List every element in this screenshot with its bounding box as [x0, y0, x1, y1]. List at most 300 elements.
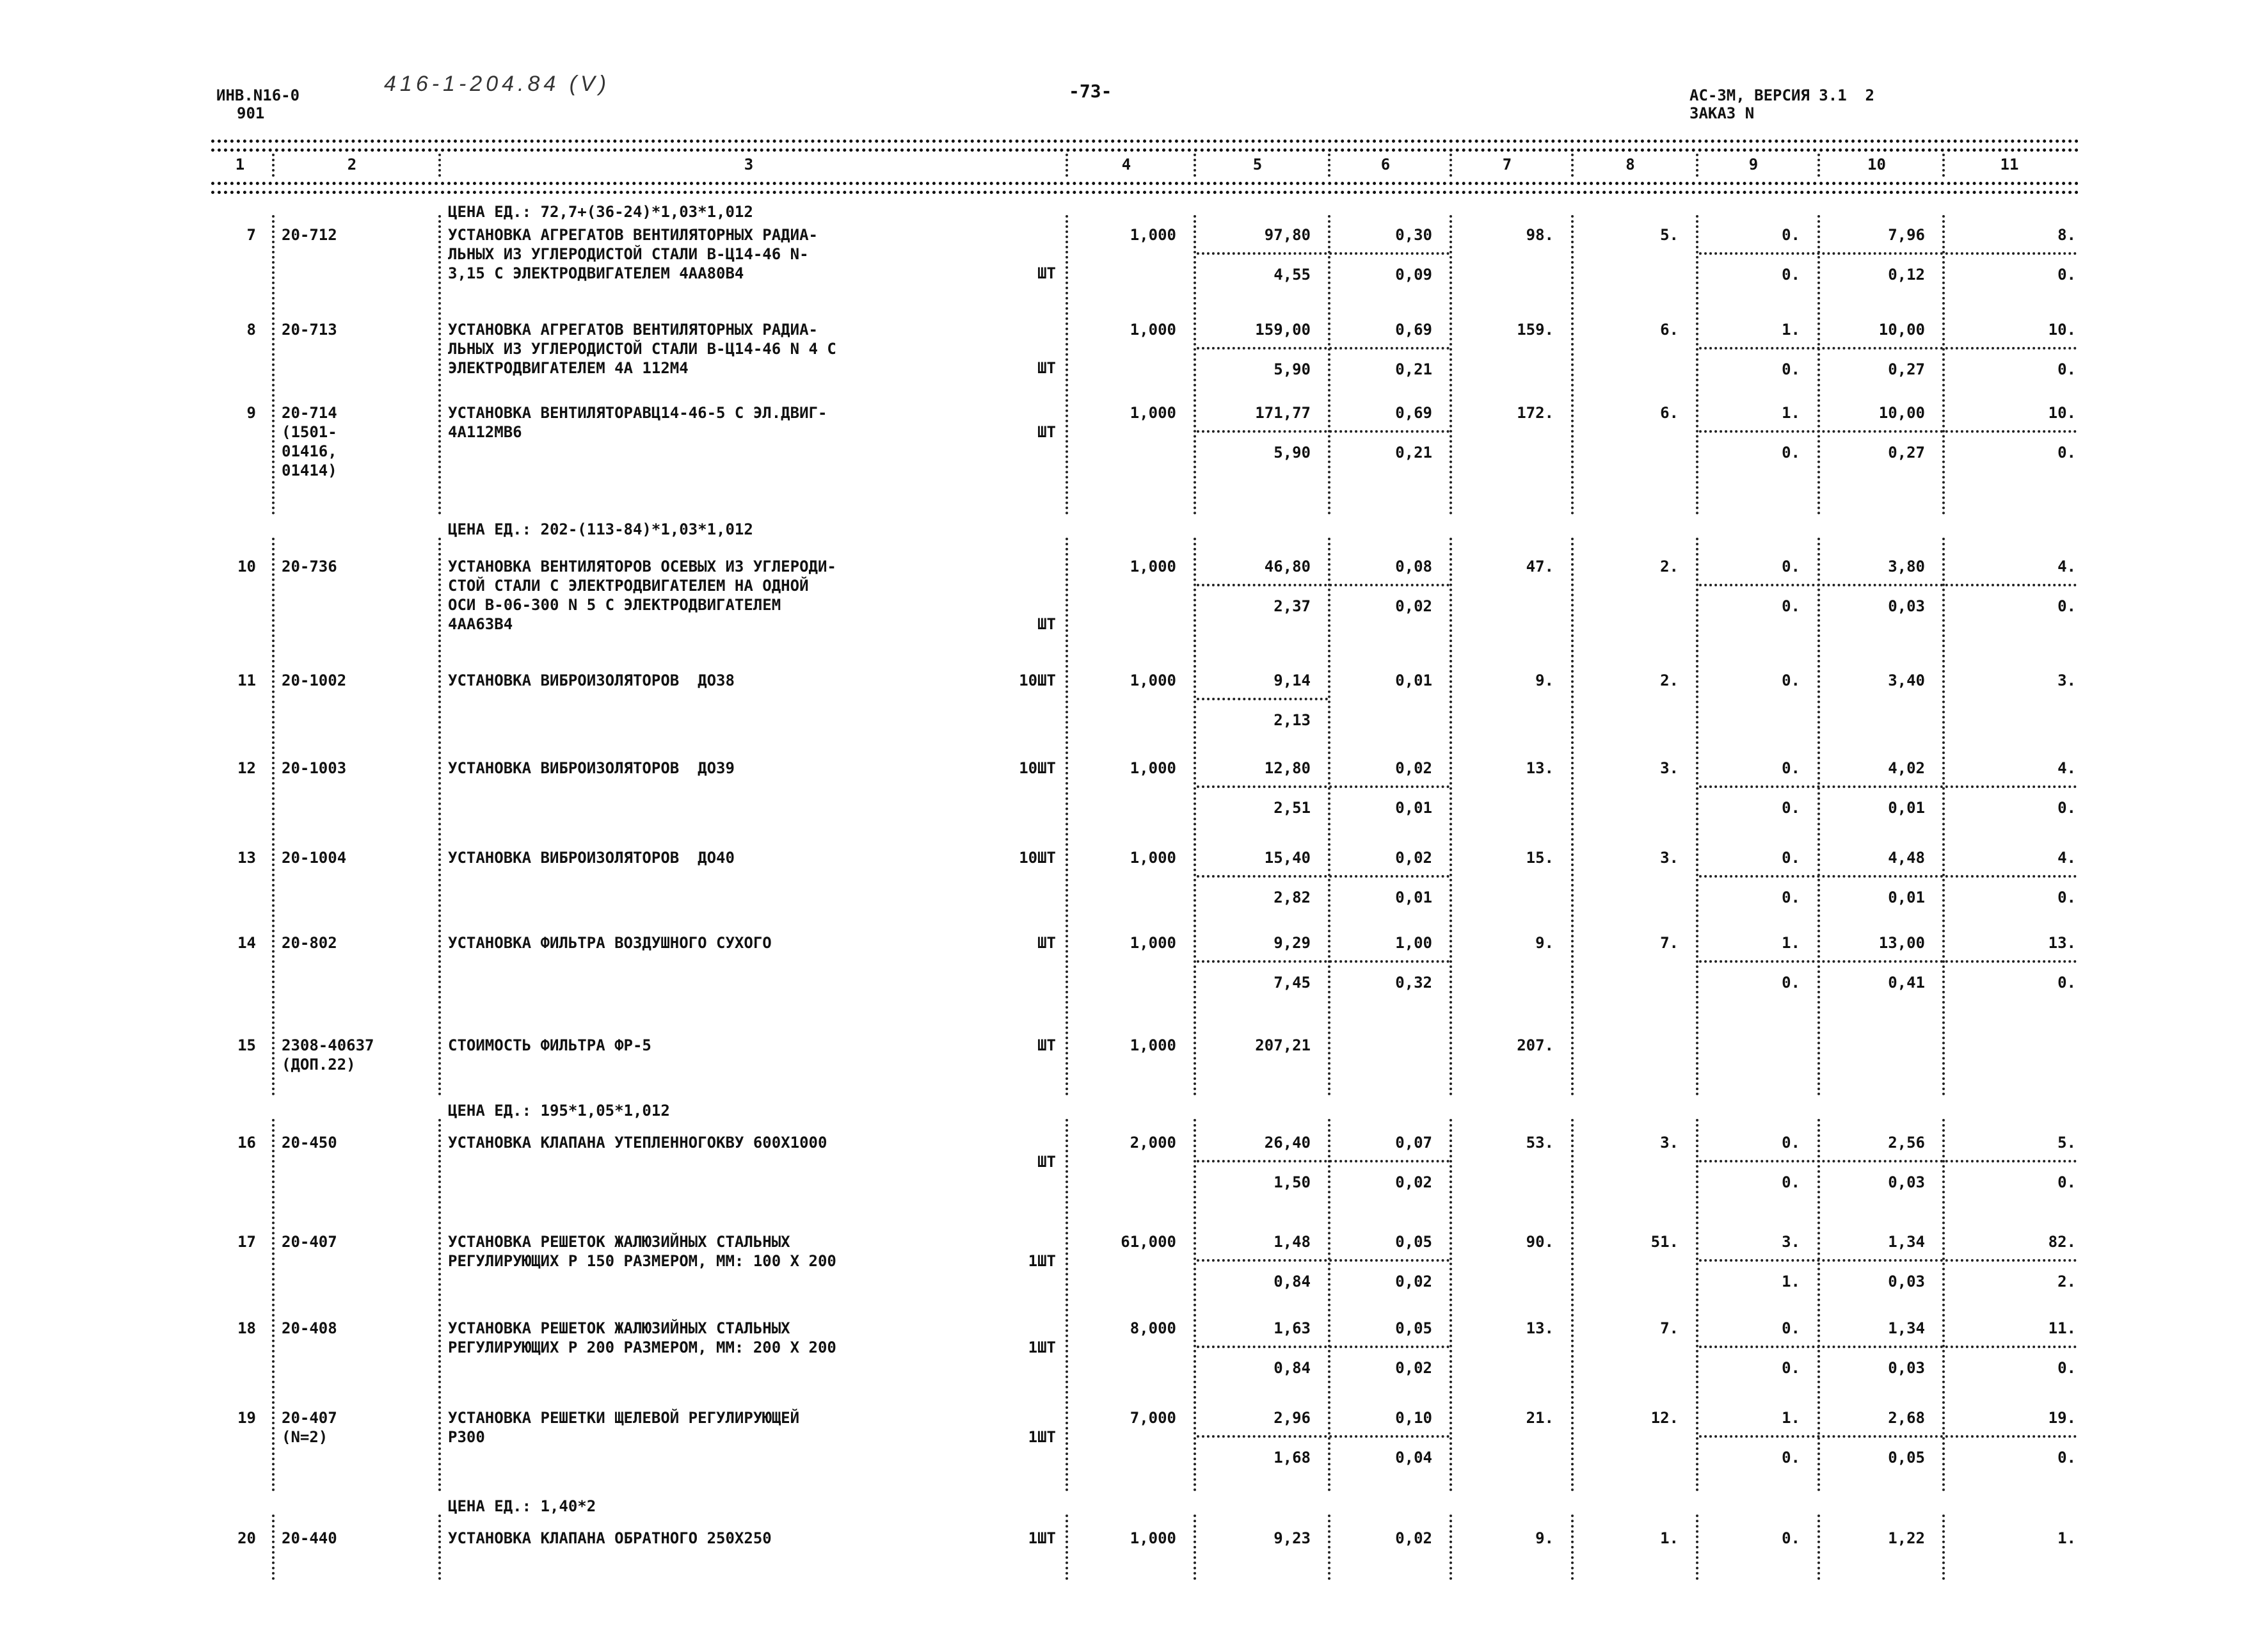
order-label: ЗАКАЗ N	[1689, 104, 1755, 122]
machine-cost-cell: 0,10	[1395, 1409, 1432, 1427]
labor-unit-cell: 4,02	[1888, 759, 1925, 777]
column-header-separator	[1449, 154, 1452, 177]
labor-machine-cell: 0,05	[1888, 1449, 1925, 1467]
labor-total-cell: 19.	[2048, 1409, 2076, 1427]
total-cost-cell: 13.	[1526, 759, 1554, 777]
labor-total-cell: 3.	[2057, 671, 2076, 689]
col9-lower-cell: 0.	[1782, 266, 1800, 284]
column-header-separator	[1328, 154, 1330, 177]
value-split-line	[1699, 1259, 2077, 1262]
column-separator	[272, 1515, 275, 1580]
row-unit: ШТ	[1037, 1036, 1056, 1054]
total-wage-cell: 2.	[1660, 671, 1679, 689]
labor-total-lower-cell: 2.	[2057, 1273, 2076, 1290]
total-wage-cell: 2.	[1660, 558, 1679, 575]
machine-wage-cell: 0,02	[1395, 1173, 1432, 1191]
machine-wage-cell: 0,02	[1395, 1359, 1432, 1377]
total-wage-cell: 3.	[1660, 849, 1679, 867]
machine-cost-cell: 1,00	[1395, 934, 1432, 952]
row-code: 20-736	[282, 558, 337, 575]
price-note: ЦЕНА ЕД.: 202-(113-84)*1,03*1,012	[448, 520, 753, 538]
row-number: 19	[237, 1409, 256, 1427]
labor-unit-cell: 13,00	[1878, 934, 1925, 952]
total-wage-cell: 7.	[1660, 934, 1679, 952]
row-description: УСТАНОВКА КЛАПАНА ОБРАТНОГО 250Х250	[448, 1529, 772, 1547]
column-separator	[272, 1119, 275, 1491]
unit-price-cell: 9,29	[1274, 934, 1311, 952]
col9-lower-cell: 0.	[1782, 1359, 1800, 1377]
unit-wage-cell: 5,90	[1274, 444, 1311, 462]
row-code: 20-407	[282, 1233, 337, 1251]
labor-total-cell: 4.	[2057, 849, 2076, 867]
labor-total-lower-cell: 0.	[2057, 1359, 2076, 1377]
unit-wage-cell: 2,37	[1274, 597, 1311, 615]
row-code: 01416,	[282, 442, 337, 460]
quantity-cell: 1,000	[1130, 1529, 1176, 1547]
col9-upper-cell: 1.	[1782, 404, 1800, 422]
machine-cost-cell: 0,02	[1395, 849, 1432, 867]
value-split-line	[1197, 698, 1328, 700]
row-description: ОСИ В-06-300 N 5 С ЭЛЕКТРОДВИГАТЕЛЕМ	[448, 596, 781, 614]
row-number: 15	[237, 1036, 256, 1054]
col9-lower-cell: 0.	[1782, 597, 1800, 615]
labor-machine-cell: 0,03	[1888, 1273, 1925, 1290]
machine-cost-cell: 0,02	[1395, 759, 1432, 777]
labor-unit-cell: 2,68	[1888, 1409, 1925, 1427]
row-code: 20-714	[282, 404, 337, 422]
column-header-9: 9	[1748, 156, 1759, 173]
total-cost-cell: 159.	[1517, 321, 1554, 339]
row-description: ЛЬНЫХ ИЗ УГЛЕРОДИСТОЙ СТАЛИ В-Ц14-46 N-	[448, 245, 809, 263]
unit-wage-cell: 0,84	[1274, 1359, 1311, 1377]
labor-total-lower-cell: 0.	[2057, 597, 2076, 615]
quantity-cell: 1,000	[1130, 321, 1176, 339]
labor-unit-cell: 10,00	[1878, 321, 1925, 339]
row-number: 14	[237, 934, 256, 952]
quantity-cell: 1,000	[1130, 1036, 1176, 1054]
row-code: 20-1004	[282, 849, 347, 867]
column-header-1: 1	[235, 156, 245, 173]
header-top-rule-2	[211, 149, 2080, 152]
quantity-cell: 1,000	[1130, 849, 1176, 867]
labor-unit-cell: 3,40	[1888, 671, 1925, 689]
column-header-6: 6	[1380, 156, 1391, 173]
value-split-line	[1699, 252, 2077, 255]
labor-total-cell: 4.	[2057, 558, 2076, 575]
machine-cost-cell: 0,07	[1395, 1134, 1432, 1152]
value-split-line	[1699, 875, 2077, 878]
column-separator	[1066, 215, 1068, 515]
row-unit: ШТ	[1037, 615, 1056, 633]
labor-total-lower-cell: 0.	[2057, 974, 2076, 992]
machine-wage-cell: 0,01	[1395, 799, 1432, 817]
unit-price-cell: 9,14	[1274, 671, 1311, 689]
labor-machine-cell: 0,12	[1888, 266, 1925, 284]
row-number: 17	[237, 1233, 256, 1251]
machine-cost-cell: 0,08	[1395, 558, 1432, 575]
quantity-cell: 1,000	[1130, 759, 1176, 777]
row-description: УСТАНОВКА РЕШЕТКИ ЩЕЛЕВОЙ РЕГУЛИРУЮЩЕЙ	[448, 1409, 800, 1427]
version-label: АС-3М, ВЕРСИЯ 3.1 2	[1689, 86, 1874, 104]
labor-total-lower-cell: 0.	[2057, 799, 2076, 817]
col9-lower-cell: 0.	[1782, 444, 1800, 462]
machine-wage-cell: 0,04	[1395, 1449, 1432, 1467]
labor-machine-cell: 0,03	[1888, 1173, 1925, 1191]
col9-lower-cell: 0.	[1782, 799, 1800, 817]
labor-machine-cell: 0,27	[1888, 444, 1925, 462]
labor-total-lower-cell: 0.	[2057, 360, 2076, 378]
column-separator	[1066, 1119, 1068, 1491]
column-header-5: 5	[1252, 156, 1263, 173]
machine-wage-cell: 0,01	[1395, 888, 1432, 906]
column-separator	[1571, 1119, 1574, 1491]
col9-lower-cell: 0.	[1782, 1449, 1800, 1467]
row-code: 20-802	[282, 934, 337, 952]
total-cost-cell: 21.	[1526, 1409, 1554, 1427]
total-cost-cell: 13.	[1526, 1319, 1554, 1337]
labor-total-cell: 5.	[2057, 1134, 2076, 1152]
row-description: 4АА63В4	[448, 615, 513, 633]
row-number: 20	[237, 1529, 256, 1547]
labor-unit-cell: 4,48	[1888, 849, 1925, 867]
labor-total-lower-cell: 0.	[2057, 888, 2076, 906]
labor-total-cell: 13.	[2048, 934, 2076, 952]
unit-wage-cell: 1,68	[1274, 1449, 1311, 1467]
labor-unit-cell: 7,96	[1888, 226, 1925, 244]
column-separator	[1571, 215, 1574, 515]
labor-unit-cell: 1,22	[1888, 1529, 1925, 1547]
row-description: 4А112МВ6	[448, 423, 522, 441]
unit-wage-cell: 2,51	[1274, 799, 1311, 817]
column-header-7: 7	[1502, 156, 1512, 173]
labor-unit-cell: 1,34	[1888, 1233, 1925, 1251]
labor-unit-cell: 10,00	[1878, 404, 1925, 422]
quantity-cell: 1,000	[1130, 671, 1176, 689]
column-header-2: 2	[347, 156, 357, 173]
row-unit: 1ШТ	[1028, 1339, 1056, 1356]
value-split-line	[1699, 1160, 2077, 1162]
total-cost-cell: 15.	[1526, 849, 1554, 867]
header-bottom-rule-2	[211, 191, 2080, 194]
header-bottom-rule	[211, 182, 2080, 185]
row-unit: 1ШТ	[1028, 1428, 1056, 1446]
row-description: УСТАНОВКА ВЕНТИЛЯТОРОВ ОСЕВЫХ ИЗ УГЛЕРОДИ-	[448, 558, 836, 575]
row-description: УСТАНОВКА РЕШЕТОК ЖАЛЮЗИЙНЫХ СТАЛЬНЫХ	[448, 1319, 790, 1337]
value-split-line	[1197, 875, 1449, 878]
row-code: 20-712	[282, 226, 337, 244]
row-code: 20-1003	[282, 759, 347, 777]
row-description: СТОИМОСТЬ ФИЛЬТРА ФР-5	[448, 1036, 651, 1054]
total-cost-cell: 207.	[1517, 1036, 1554, 1054]
machine-wage-cell: 0,02	[1395, 1273, 1432, 1290]
labor-total-cell: 10.	[2048, 404, 2076, 422]
row-code: 20-1002	[282, 671, 347, 689]
row-description: Р300	[448, 1428, 485, 1446]
column-header-separator	[1696, 154, 1698, 177]
unit-price-cell: 1,63	[1274, 1319, 1311, 1337]
column-separator	[1449, 215, 1452, 515]
row-description: ЛЬНЫХ ИЗ УГЛЕРОДИСТОЙ СТАЛИ В-Ц14-46 N 4 С	[448, 340, 836, 358]
labor-machine-cell: 0,01	[1888, 799, 1925, 817]
row-description: УСТАНОВКА ВИБРОИЗОЛЯТОРОВ ДО39	[448, 759, 735, 777]
labor-machine-cell: 0,41	[1888, 974, 1925, 992]
column-header-10: 10	[1867, 156, 1886, 173]
col9-lower-cell: 0.	[1782, 1173, 1800, 1191]
unit-wage-cell: 7,45	[1274, 974, 1311, 992]
row-number: 18	[237, 1319, 256, 1337]
value-split-line	[1699, 785, 2077, 788]
row-code: (1501-	[282, 423, 337, 441]
labor-total-lower-cell: 0.	[2057, 444, 2076, 462]
row-description: СТОЙ СТАЛИ С ЭЛЕКТРОДВИГАТЕЛЕМ НА ОДНОЙ	[448, 577, 809, 595]
column-separator	[438, 1119, 441, 1491]
column-separator	[1571, 538, 1574, 1096]
column-header-separator	[1571, 154, 1574, 177]
quantity-cell: 8,000	[1130, 1319, 1176, 1337]
total-cost-cell: 53.	[1526, 1134, 1554, 1152]
column-separator	[272, 538, 275, 1096]
row-description: УСТАНОВКА ВИБРОИЗОЛЯТОРОВ ДО40	[448, 849, 735, 867]
unit-price-cell: 207,21	[1255, 1036, 1311, 1054]
column-header-separator	[1194, 154, 1196, 177]
row-number: 7	[246, 226, 256, 244]
unit-price-cell: 46,80	[1264, 558, 1311, 575]
row-number: 8	[246, 321, 256, 339]
column-separator	[1449, 538, 1452, 1096]
value-split-line	[1699, 584, 2077, 586]
total-cost-cell: 9.	[1535, 671, 1554, 689]
machine-cost-cell: 0,69	[1395, 321, 1432, 339]
row-description: УСТАНОВКА ВЕНТИЛЯТОРАВЦ14-46-5 С ЭЛ.ДВИГ-	[448, 404, 827, 422]
price-note: ЦЕНА ЕД.: 1,40*2	[448, 1497, 596, 1515]
labor-unit-cell: 2,56	[1888, 1134, 1925, 1152]
value-split-line	[1197, 347, 1449, 350]
page-number: -73-	[1069, 81, 1112, 102]
value-split-line	[1197, 785, 1449, 788]
row-number: 9	[246, 404, 256, 422]
column-separator	[438, 1515, 441, 1580]
row-unit: ШТ	[1037, 264, 1056, 282]
total-cost-cell: 9.	[1535, 1529, 1554, 1547]
value-split-line	[1197, 960, 1449, 963]
column-header-separator	[272, 154, 275, 177]
row-unit: 1ШТ	[1028, 1529, 1056, 1547]
row-code: 20-440	[282, 1529, 337, 1547]
col9-upper-cell: 0.	[1782, 1134, 1800, 1152]
total-wage-cell: 51.	[1650, 1233, 1679, 1251]
total-wage-cell: 6.	[1660, 321, 1679, 339]
total-wage-cell: 5.	[1660, 226, 1679, 244]
price-note: ЦЕНА ЕД.: 72,7+(36-24)*1,03*1,012	[448, 203, 753, 221]
machine-cost-cell: 0,01	[1395, 671, 1432, 689]
row-unit: 10ШТ	[1019, 759, 1056, 777]
row-unit: ШТ	[1037, 423, 1056, 441]
machine-cost-cell: 0,05	[1395, 1233, 1432, 1251]
machine-wage-cell: 0,21	[1395, 360, 1432, 378]
row-unit: 10ШТ	[1019, 671, 1056, 689]
value-split-line	[1197, 1259, 1449, 1262]
row-description: 3,15 С ЭЛЕКТРОДВИГАТЕЛЕМ 4АА80В4	[448, 264, 744, 282]
row-number: 12	[237, 759, 256, 777]
quantity-cell: 7,000	[1130, 1409, 1176, 1427]
labor-total-cell: 11.	[2048, 1319, 2076, 1337]
col9-upper-cell: 0.	[1782, 671, 1800, 689]
col9-upper-cell: 0.	[1782, 849, 1800, 867]
column-separator	[1449, 1119, 1452, 1491]
column-header-11: 11	[2000, 156, 2019, 173]
value-split-line	[1197, 252, 1449, 255]
labor-unit-cell: 3,80	[1888, 558, 1925, 575]
column-header-separator	[1942, 154, 1945, 177]
machine-wage-cell: 0,02	[1395, 597, 1432, 615]
labor-machine-cell: 0,01	[1888, 888, 1925, 906]
machine-wage-cell: 0,32	[1395, 974, 1432, 992]
unit-price-cell: 2,96	[1274, 1409, 1311, 1427]
row-code: 01414)	[282, 462, 337, 479]
row-description: УСТАНОВКА АГРЕГАТОВ ВЕНТИЛЯТОРНЫХ РАДИА-	[448, 226, 818, 244]
row-unit: ШТ	[1037, 359, 1056, 377]
column-separator	[438, 215, 441, 515]
machine-cost-cell: 0,02	[1395, 1529, 1432, 1547]
unit-price-cell: 171,77	[1255, 404, 1311, 422]
col9-upper-cell: 1.	[1782, 934, 1800, 952]
row-description: ЭЛЕКТРОДВИГАТЕЛЕМ 4А 112М4	[448, 359, 689, 377]
unit-wage-cell: 1,50	[1274, 1173, 1311, 1191]
unit-price-cell: 26,40	[1264, 1134, 1311, 1152]
col9-upper-cell: 0.	[1782, 1319, 1800, 1337]
quantity-cell: 1,000	[1130, 934, 1176, 952]
labor-total-lower-cell: 0.	[2057, 1449, 2076, 1467]
row-number: 10	[237, 558, 256, 575]
value-split-line	[1699, 347, 2077, 350]
row-number: 11	[237, 671, 256, 689]
column-header-separator	[438, 154, 441, 177]
total-wage-cell: 12.	[1650, 1409, 1679, 1427]
unit-wage-cell: 4,55	[1274, 266, 1311, 284]
col9-upper-cell: 0.	[1782, 558, 1800, 575]
quantity-cell: 61,000	[1121, 1233, 1176, 1251]
column-separator	[272, 215, 275, 515]
row-code: 20-713	[282, 321, 337, 339]
machine-wage-cell: 0,21	[1395, 444, 1432, 462]
row-description: УСТАНОВКА ФИЛЬТРА ВОЗДУШНОГО СУХОГО	[448, 934, 772, 952]
labor-unit-cell: 1,34	[1888, 1319, 1925, 1337]
labor-total-cell: 10.	[2048, 321, 2076, 339]
row-unit: 10ШТ	[1019, 849, 1056, 867]
row-code: 20-407	[282, 1409, 337, 1427]
column-separator	[438, 538, 441, 1096]
labor-machine-cell: 0,27	[1888, 360, 1925, 378]
machine-wage-cell: 0,09	[1395, 266, 1432, 284]
machine-cost-cell: 0,05	[1395, 1319, 1432, 1337]
column-header-4: 4	[1121, 156, 1131, 173]
quantity-cell: 1,000	[1130, 226, 1176, 244]
labor-machine-cell: 0,03	[1888, 597, 1925, 615]
value-split-line	[1699, 1435, 2077, 1438]
total-wage-cell: 3.	[1660, 1134, 1679, 1152]
row-unit: ШТ	[1037, 1153, 1056, 1171]
column-header-separator	[1066, 154, 1068, 177]
total-cost-cell: 47.	[1526, 558, 1554, 575]
price-note: ЦЕНА ЕД.: 195*1,05*1,012	[448, 1102, 670, 1120]
labor-total-cell: 1.	[2057, 1529, 2076, 1547]
row-number: 16	[237, 1134, 256, 1152]
total-cost-cell: 98.	[1526, 226, 1554, 244]
value-split-line	[1197, 1160, 1449, 1162]
inventory-sub: 901	[237, 104, 265, 122]
row-unit: 1ШТ	[1028, 1252, 1056, 1270]
row-code: (N=2)	[282, 1428, 328, 1446]
unit-price-cell: 9,23	[1274, 1529, 1311, 1547]
row-unit: ШТ	[1037, 934, 1056, 952]
unit-wage-cell: 5,90	[1274, 360, 1311, 378]
value-split-line	[1699, 960, 2077, 963]
labor-total-lower-cell: 0.	[2057, 1173, 2076, 1191]
row-code: 2308-40637	[282, 1036, 374, 1054]
total-wage-cell: 7.	[1660, 1319, 1679, 1337]
col9-upper-cell: 3.	[1782, 1233, 1800, 1251]
column-header-8: 8	[1625, 156, 1635, 173]
column-header-separator	[1817, 154, 1820, 177]
labor-total-cell: 8.	[2057, 226, 2076, 244]
unit-wage-cell: 0,84	[1274, 1273, 1311, 1290]
col9-lower-cell: 0.	[1782, 888, 1800, 906]
column-separator	[1066, 538, 1068, 1096]
unit-price-cell: 1,48	[1274, 1233, 1311, 1251]
machine-cost-cell: 0,30	[1395, 226, 1432, 244]
labor-machine-cell: 0,03	[1888, 1359, 1925, 1377]
unit-wage-cell: 2,82	[1274, 888, 1311, 906]
col9-upper-cell: 0.	[1782, 759, 1800, 777]
row-code: (ДОП.22)	[282, 1056, 356, 1073]
col9-lower-cell: 1.	[1782, 1273, 1800, 1290]
row-description: РЕГУЛИРУЮЩИХ Р 150 РАЗМЕРОМ, ММ: 100 Х 200	[448, 1252, 836, 1270]
row-description: УСТАНОВКА АГРЕГАТОВ ВЕНТИЛЯТОРНЫХ РАДИА-	[448, 321, 818, 339]
col9-upper-cell: 0.	[1782, 226, 1800, 244]
col9-lower-cell: 0.	[1782, 360, 1800, 378]
value-split-line	[1197, 1435, 1449, 1438]
unit-price-cell: 12,80	[1264, 759, 1311, 777]
total-cost-cell: 9.	[1535, 934, 1554, 952]
row-description: УСТАНОВКА КЛАПАНА УТЕПЛЕННОГОКВУ 600Х1000	[448, 1134, 827, 1152]
col9-upper-cell: 1.	[1782, 321, 1800, 339]
col9-upper-cell: 0.	[1782, 1529, 1800, 1547]
quantity-cell: 2,000	[1130, 1134, 1176, 1152]
header-top-rule	[211, 140, 2080, 143]
unit-wage-cell: 2,13	[1274, 711, 1311, 729]
inventory-label: ИНВ.N16-0	[216, 86, 300, 104]
row-description: РЕГУЛИРУЮЩИХ Р 200 РАЗМЕРОМ, ММ: 200 Х 200	[448, 1339, 836, 1356]
labor-total-cell: 82.	[2048, 1233, 2076, 1251]
total-cost-cell: 90.	[1526, 1233, 1554, 1251]
total-wage-cell: 3.	[1660, 759, 1679, 777]
total-wage-cell: 6.	[1660, 404, 1679, 422]
row-description: УСТАНОВКА ВИБРОИЗОЛЯТОРОВ ДО38	[448, 671, 735, 689]
row-number: 13	[237, 849, 256, 867]
machine-cost-cell: 0,69	[1395, 404, 1432, 422]
value-split-line	[1197, 1346, 1449, 1348]
value-split-line	[1699, 1346, 2077, 1348]
column-header-3: 3	[744, 156, 754, 173]
quantity-cell: 1,000	[1130, 404, 1176, 422]
value-split-line	[1699, 430, 2077, 433]
handwritten-project-code: 416-1-204.84 (V)	[384, 72, 611, 96]
labor-total-lower-cell: 0.	[2057, 266, 2076, 284]
row-description: УСТАНОВКА РЕШЕТОК ЖАЛЮЗИЙНЫХ СТАЛЬНЫХ	[448, 1233, 790, 1251]
quantity-cell: 1,000	[1130, 558, 1176, 575]
value-split-line	[1197, 584, 1449, 586]
row-code: 20-450	[282, 1134, 337, 1152]
